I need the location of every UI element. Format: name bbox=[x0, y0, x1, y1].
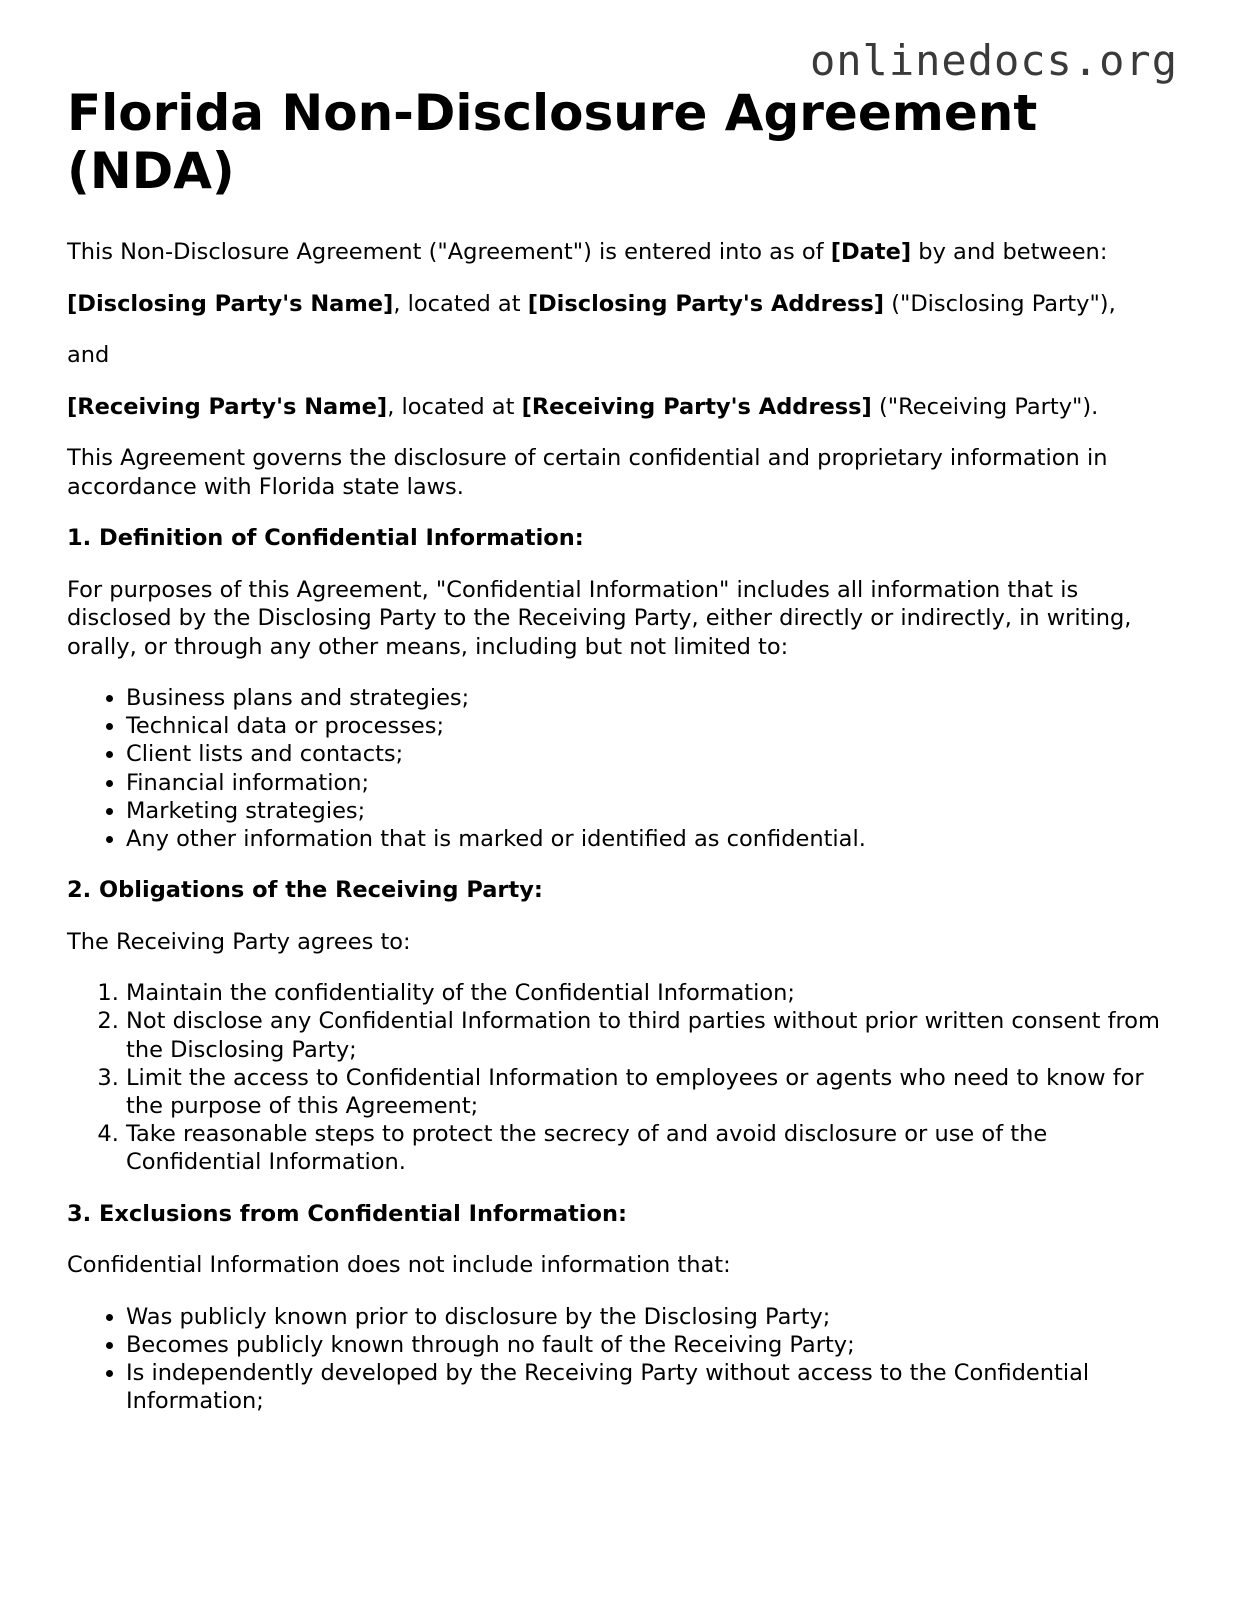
receiving-party-name: [Receiving Party's Name] bbox=[67, 393, 388, 420]
disclosing-party-name: [Disclosing Party's Name] bbox=[67, 290, 394, 317]
section-3-heading: 3. Exclusions from Confidential Information: bbox=[67, 1200, 627, 1227]
section-1-heading: 1. Definition of Confidential Information: bbox=[67, 525, 584, 551]
and-text: and bbox=[67, 342, 110, 368]
intro-text-before: This Non-Disclosure Agreement ("Agreement") is entered into as of bbox=[67, 239, 831, 265]
list-item: • Marketing strategies; bbox=[126, 797, 1177, 825]
list-item: • Client lists and contacts; bbox=[126, 740, 1177, 768]
list-item: • Was publicly known prior to disclosure by the Disclosing Party; bbox=[126, 1303, 1177, 1331]
section-1-body: For purposes of this Agreement, "Confidential Information" includes all information that is disclosed by the Disclosing Party to the Receiving Party, either directly or indirectly, in writing, orally, or through any other means, including but not limited to: bbox=[67, 576, 1132, 660]
receiving-party-paragraph bbox=[67, 393, 1177, 422]
site-watermark: onlinedocs.org bbox=[809, 36, 1178, 85]
intro-paragraph bbox=[67, 238, 1177, 267]
date-placeholder: [Date] bbox=[830, 239, 912, 265]
disclosing-located-at: , located at bbox=[393, 290, 528, 317]
list-item: 4. Take reasonable steps to protect the secrecy of and avoid disclosure or use of the Confidential Information. bbox=[126, 1120, 1177, 1176]
governs-paragraph: This Agreement governs the disclosure of certain confidential and proprietary information in accordance with Florida state laws. bbox=[67, 445, 1108, 500]
document-title: Florida Non-Disclosure Agreement (NDA) bbox=[67, 84, 1038, 200]
intro-text-after: by and between: bbox=[911, 239, 1108, 265]
section-3-list bbox=[67, 1303, 1177, 1416]
list-item: • Business plans and strategies; bbox=[126, 684, 1177, 712]
section-2-heading: 2. Obligations of the Receiving Party: bbox=[67, 877, 543, 904]
list-item: • Any other information that is marked or identified as confidential. bbox=[126, 825, 1177, 853]
disclosing-party-role: ("Disclosing Party"), bbox=[884, 290, 1116, 317]
section-1-list bbox=[67, 684, 1177, 853]
list-item: • Is independently developed by the Receiving Party without access to the Confidential Information; bbox=[126, 1359, 1177, 1415]
document-page bbox=[67, 84, 1177, 1438]
disclosing-party-address: [Disclosing Party's Address] bbox=[527, 290, 885, 317]
list-item: 2. Not disclose any Confidential Information to third parties without prior written consent from the Disclosing Party; bbox=[126, 1007, 1177, 1063]
section-2-list bbox=[67, 979, 1177, 1176]
receiving-party-address: [Receiving Party's Address] bbox=[521, 393, 872, 420]
receiving-located-at: , located at bbox=[387, 393, 522, 420]
list-item: • Technical data or processes; bbox=[126, 712, 1177, 740]
receiving-party-role: ("Receiving Party"). bbox=[871, 393, 1099, 420]
section-2-body: The Receiving Party agrees to: bbox=[67, 928, 411, 955]
list-item: 1. Maintain the confidentiality of the Confidential Information; bbox=[126, 979, 1177, 1007]
list-item: 3. Limit the access to Confidential Information to employees or agents who need to know for the purpose of this Agreement; bbox=[126, 1064, 1177, 1120]
list-item: • Financial information; bbox=[126, 769, 1177, 797]
disclosing-party-paragraph bbox=[67, 290, 1177, 319]
section-3-body: Confidential Information does not include information that: bbox=[67, 1252, 731, 1279]
list-item: • Becomes publicly known through no fault of the Receiving Party; bbox=[126, 1331, 1177, 1359]
